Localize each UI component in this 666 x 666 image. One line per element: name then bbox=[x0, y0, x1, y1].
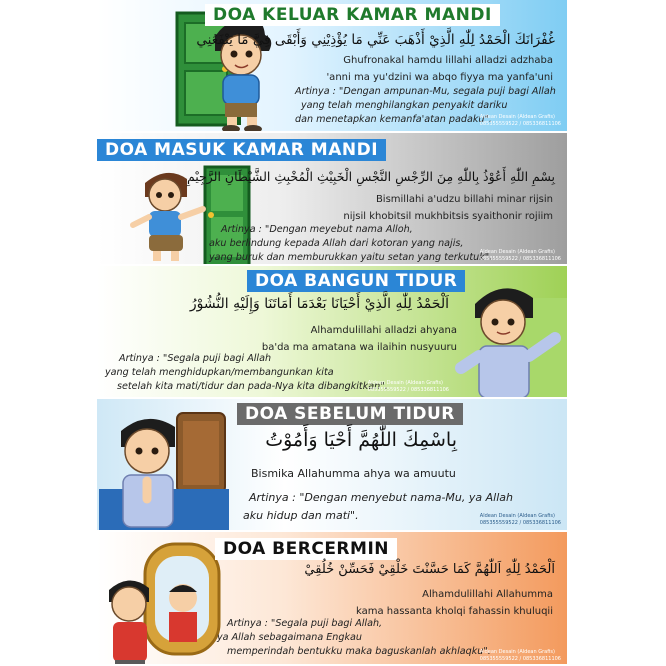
artinya-line: Artinya : "Segala puji bagi Allah, bbox=[227, 618, 383, 629]
artinya-translation bbox=[243, 489, 513, 525]
artinya-line: yang buruk dan memburukkan yaitu setan yang terkutuk". bbox=[209, 252, 493, 263]
credit-facebook: Aldean Desain (Aldean Grafis) bbox=[479, 649, 555, 655]
latin-line: nijsil khobitsil mukhbitsis syaithonir rojiim bbox=[343, 211, 553, 222]
panel-title: DOA SEBELUM TIDUR bbox=[237, 403, 463, 425]
arabic-prayer-text: غُفْرَانَكَ الْحَمْدُ لِلّٰهِ الَّذِيْ أَذْهَبَ عَنِّي مَا يُؤْذِيْنِي وَأَبْقَى فِيَّ مَا يَنْفَعُنِي bbox=[196, 32, 555, 48]
panel-title: DOA MASUK KAMAR MANDI bbox=[97, 139, 386, 161]
credit-facebook: Aldean Desain (Aldean Grafis) bbox=[479, 513, 555, 519]
artinya-translation bbox=[209, 223, 492, 265]
latin-line: 'anni ma yu'dzini wa abqo fiyya ma yanfa'uni bbox=[326, 72, 553, 83]
panel-doa-bercermin bbox=[97, 532, 567, 666]
latin-line: Alhamdulillahi Allahumma bbox=[422, 589, 553, 600]
artinya-line: aku hidup dan mati". bbox=[243, 509, 359, 522]
credit-facebook: Aldean Desain (Aldean Grafis) bbox=[367, 380, 443, 386]
credit-info bbox=[480, 249, 561, 263]
artinya-line: yang telah menghidupkan/membangunkan kita bbox=[105, 367, 334, 378]
panel-title: DOA BERCERMIN bbox=[215, 538, 397, 560]
credit-facebook: Aldean Desain (Aldean Grafis) bbox=[479, 249, 555, 255]
artinya-line: dan menetapkan kemanfa'atan padaku". bbox=[295, 114, 492, 125]
artinya-line: memperindah bentukku maka baguskanlah akhlaqku". bbox=[227, 646, 491, 657]
arabic-prayer-text: اَلْحَمْدُ لِلّٰهِ الَّذِيْ أَحْيَانَا بَعْدَمَا أَمَاتَنَا وَإِلَيْهِ النُّشُوْرُ bbox=[189, 296, 449, 312]
artinya-line: setelah kita mati/tidur dan pada-Nya kita dibangkitkan". bbox=[117, 381, 388, 392]
arabic-prayer-text: بِاسْمِكَ اللّٰهُمَّ أَحْيَا وَأَمُوْتُ bbox=[265, 429, 457, 451]
artinya-line: aku berlindung kepada Allah dari kotoran yang najis, bbox=[209, 238, 464, 249]
artinya-line: Artinya : "Dengan meyebut nama Alloh, bbox=[221, 224, 413, 235]
latin-line: Bismillahi a'udzu billahi minar rijsin bbox=[375, 194, 553, 205]
latin-line: kama hassanta kholqi fahassin khuluqii bbox=[355, 606, 553, 617]
credit-phone: 085355559522 / 085336811106 bbox=[367, 387, 449, 393]
panel-doa-sebelum-tidur bbox=[97, 399, 567, 532]
credit-info bbox=[480, 649, 561, 663]
artinya-line: ya Allah sebagaimana Engkau bbox=[217, 632, 362, 643]
credit-phone: 085355559522 / 085336811106 bbox=[479, 520, 561, 526]
artinya-translation bbox=[105, 352, 388, 394]
panel-title: DOA KELUAR KAMAR MANDI bbox=[205, 4, 500, 26]
latin-transliteration bbox=[343, 191, 553, 225]
credit-phone: 085355559522 / 085336811106 bbox=[479, 121, 561, 127]
artinya-line: Artinya : "Dengan menyebut nama-Mu, ya Allah bbox=[249, 491, 513, 504]
panel-doa-keluar-kamar-mandi bbox=[97, 0, 567, 133]
latin-transliteration bbox=[326, 52, 553, 86]
latin-line: Ghufronakal hamdu lillahi alladzi adzhaba bbox=[343, 55, 553, 66]
arabic-prayer-text: اَلْحَمْدُ لِلّٰهِ اَللّٰهُمَّ كَمَا حَسَّنْتَ خَلْقِيْ فَحَسِّنْ خُلُقِيْ bbox=[304, 562, 555, 577]
boy-praying-before-sleep-illustration bbox=[99, 403, 229, 532]
artinya-line: Artinya : "Dengan ampunan-Mu, segala puji bagi Allah bbox=[295, 86, 556, 97]
panel-doa-masuk-kamar-mandi bbox=[97, 133, 567, 266]
boy-waking-up-illustration bbox=[455, 268, 567, 399]
arabic-prayer-text: بِسْمِ اللّٰهِ أَعُوْذُ بِاللّٰهِ مِنَ الرِّجْسِ النَّجْسِ الْخَبِيْثِ الْمُخْبِثِ الشَّيْطَانِ الرَّجِيْمِ bbox=[186, 169, 555, 184]
latin-line: Alhamdulillahi alladzi ahyana bbox=[310, 325, 457, 336]
panel-title: DOA BANGUN TIDUR bbox=[247, 270, 465, 292]
credit-phone: 085355559522 / 085336811106 bbox=[479, 656, 561, 662]
credit-info bbox=[480, 513, 561, 527]
latin-transliteration bbox=[356, 586, 553, 620]
boy-looking-in-mirror-illustration bbox=[105, 538, 225, 666]
credit-info bbox=[368, 380, 449, 394]
artinya-line: yang telah menghilangkan penyakit dariku bbox=[301, 100, 508, 111]
latin-transliteration bbox=[251, 465, 456, 482]
panel-doa-bangun-tidur bbox=[97, 266, 567, 399]
latin-transliteration bbox=[262, 322, 457, 356]
credit-phone: 085355559522 / 085336811106 bbox=[479, 256, 561, 262]
credit-facebook: Aldean Desain (Aldean Grafis) bbox=[479, 114, 555, 120]
latin-line: Bismika Allahumma ahya wa amuutu bbox=[251, 467, 456, 480]
artinya-translation bbox=[217, 617, 491, 659]
credit-info bbox=[480, 114, 561, 128]
artinya-line: Artinya : "Segala puji bagi Allah bbox=[119, 353, 272, 364]
latin-line: ba'da ma amatana wa ilaihin nusyuuru bbox=[261, 342, 457, 353]
prayer-poster bbox=[97, 0, 567, 666]
